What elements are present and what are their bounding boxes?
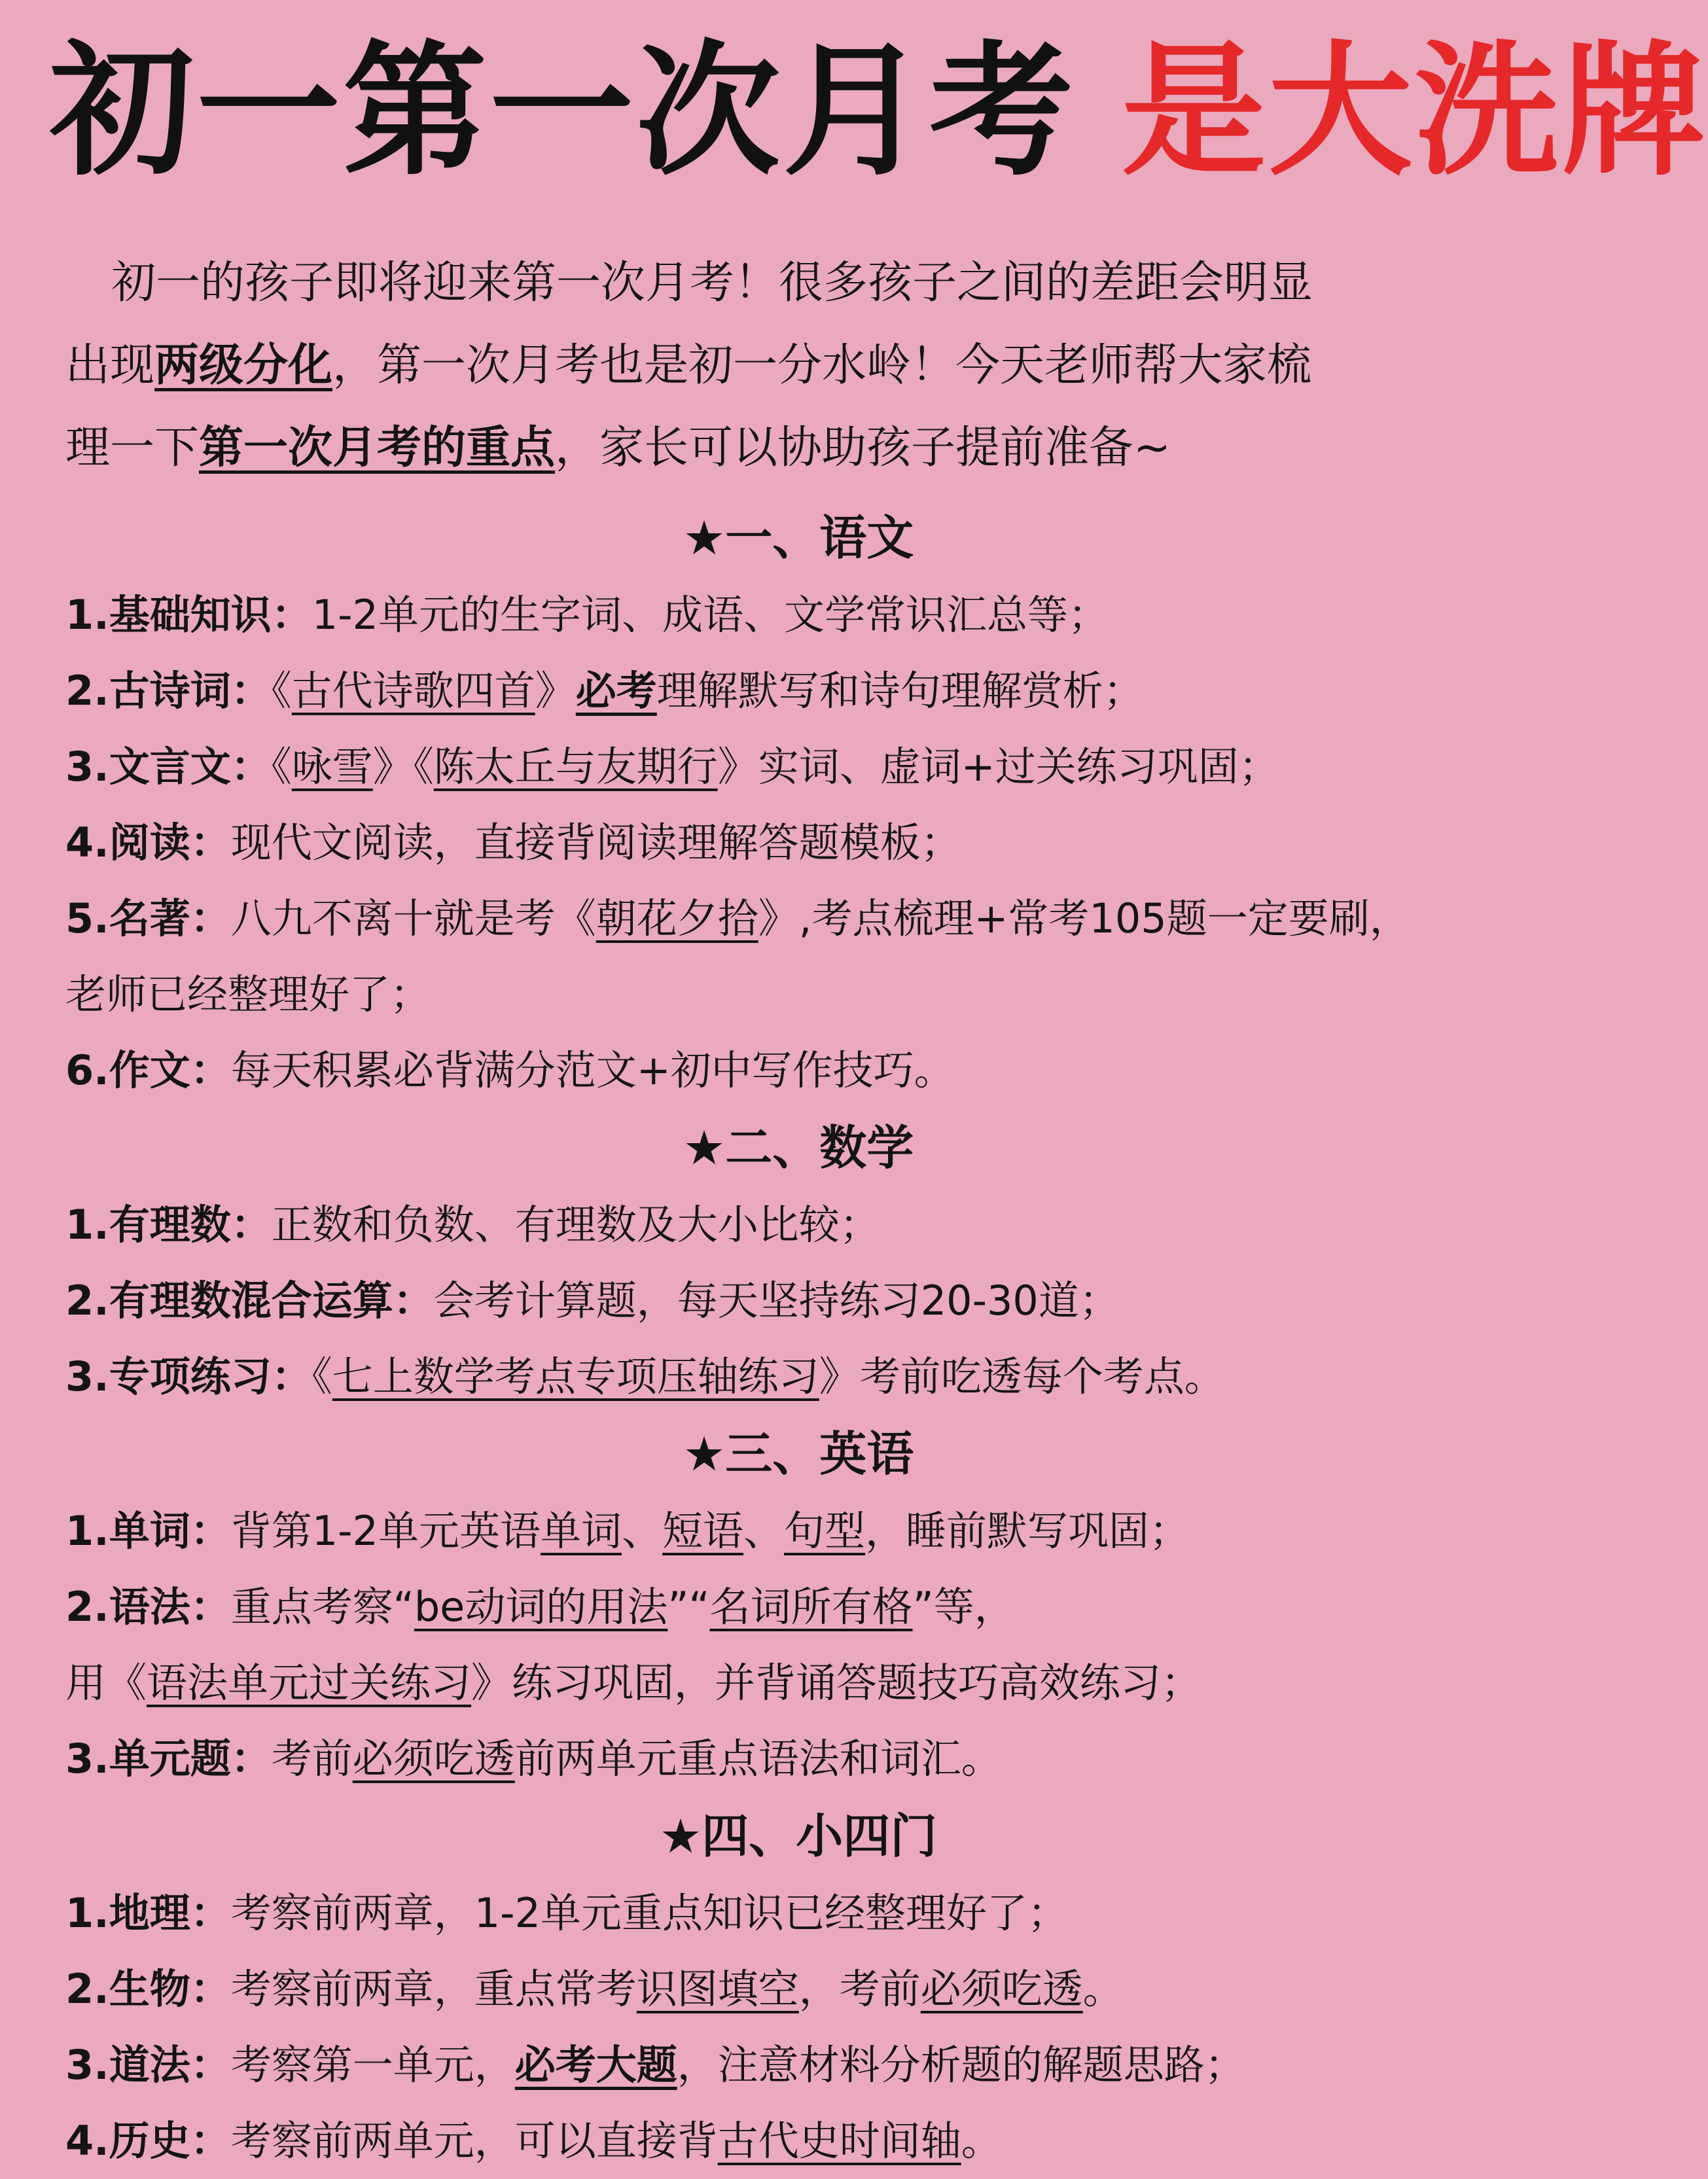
item-text: 考察前两单元，可以直接背 — [230, 2117, 718, 2165]
list-item — [65, 1875, 1584, 1951]
item-text: 考察前两章，重点常考 — [230, 1965, 637, 2013]
item-key: 1.基础知识： — [65, 591, 312, 639]
item-text: 会考计算题，每天坚持练习20-30道； — [433, 1277, 1120, 1324]
title-black-part: 初一第一次月考 — [50, 27, 1076, 195]
list-item — [65, 1263, 1584, 1339]
underlined-text: 短语 — [662, 1507, 744, 1555]
item-text: 用《 — [65, 1659, 147, 1707]
underlined-text: 必须吃透 — [920, 1965, 1083, 2013]
item-text: 《 — [311, 1353, 332, 1400]
item-key: 2.有理数混合运算： — [65, 1277, 434, 1324]
list-item — [65, 2103, 1584, 2179]
item-text: 背第1-2单元英语 — [230, 1507, 541, 1555]
intro-line — [65, 242, 1584, 325]
item-text: 。 — [1082, 1965, 1124, 2013]
item-text: 八九不离十就是考《 — [230, 895, 596, 942]
item-key: 4.阅读： — [65, 819, 231, 866]
list-item — [65, 577, 1584, 653]
item-text: 现代文阅读，直接背阅读理解答题模板； — [230, 819, 961, 866]
underlined-text: 七上数学考点专项压轴练习 — [332, 1353, 819, 1400]
section-heading: ★四、小四门 — [659, 1809, 938, 1864]
item-key: 3.专项练习： — [65, 1353, 312, 1400]
item-key: 5.名著： — [65, 895, 231, 942]
list-item — [65, 1951, 1584, 2027]
intro-paragraph — [65, 242, 1584, 489]
intro-text: 初一的孩子即将迎来第一次月考！很多孩子之间的差距会明显 — [111, 257, 1313, 309]
list-item — [65, 2027, 1584, 2103]
intro-text: 出现 — [65, 340, 155, 391]
item-text: 》 — [535, 667, 576, 715]
item-text: 》实词、虚词+过关练习巩固； — [717, 743, 1279, 790]
item-text: 1-2单元的生字词、成语、文学常识汇总等； — [311, 591, 1109, 639]
list-item — [65, 1569, 1584, 1645]
item-text: 考察前两章，1-2单元重点知识已经整理好了； — [230, 1889, 1068, 1937]
intro-line — [65, 407, 1584, 489]
page-title — [50, 0, 1708, 195]
item-key: 2.生物： — [65, 1965, 231, 2013]
section-math — [65, 1108, 1584, 1415]
emphasis-text: 必考 — [575, 667, 657, 715]
item-key: 3.道法： — [65, 2041, 231, 2089]
item-text: 。 — [961, 2117, 1002, 2165]
item-key: 1.单词： — [65, 1507, 231, 1555]
item-text: 、 — [621, 1507, 662, 1555]
item-text: 每天积累必背满分范文+初中写作技巧。 — [230, 1046, 955, 1094]
list-item-continuation — [65, 1645, 1584, 1721]
emphasis-text: 第一次月考的重点 — [199, 422, 556, 474]
underlined-text: 语法单元过关练习 — [147, 1659, 472, 1707]
item-key: 2.古诗词： — [65, 667, 272, 715]
underlined-text: 识图填空 — [636, 1965, 799, 2013]
item-text: 》练习巩固，并背诵答题技巧高效练习； — [471, 1659, 1202, 1707]
item-key: 6.作文： — [65, 1046, 231, 1094]
section-chinese — [65, 499, 1584, 1108]
item-text: 考前 — [271, 1735, 353, 1782]
item-text: ”等， — [912, 1583, 1015, 1631]
item-key: 4.历史： — [65, 2117, 231, 2165]
underlined-text: 单词 — [540, 1507, 622, 1555]
section-heading: ★一、语文 — [683, 510, 914, 565]
item-key: 2.语法： — [65, 1583, 231, 1631]
section-heading: ★三、英语 — [683, 1426, 914, 1481]
underlined-text: 朝花夕拾 — [596, 895, 758, 942]
item-text: 《 — [271, 667, 292, 715]
underlined-text: 句型 — [784, 1507, 866, 1555]
item-text: ，注意材料分析题的解题思路； — [677, 2041, 1245, 2089]
item-text: 重点考察“ — [230, 1583, 414, 1631]
item-key: 1.有理数： — [65, 1201, 272, 1249]
underlined-text: be动词的用法 — [414, 1583, 668, 1631]
underlined-text: 咏雪 — [291, 743, 373, 790]
intro-line — [65, 325, 1584, 407]
list-item — [65, 1493, 1584, 1569]
item-key: 3.文言文： — [65, 743, 272, 790]
item-text: 》《 — [372, 743, 434, 790]
underlined-text: 必须吃透 — [352, 1735, 515, 1782]
item-key: 3.单元题： — [65, 1735, 272, 1782]
item-text: 、 — [743, 1507, 785, 1555]
list-item — [65, 1033, 1584, 1108]
list-item — [65, 881, 1584, 957]
underlined-text: 古代史时间轴 — [717, 2117, 961, 2165]
section-items — [65, 577, 1584, 1108]
item-text: 前两单元重点语法和词汇。 — [514, 1735, 1002, 1782]
item-text: 老师已经整理好了； — [65, 970, 431, 1018]
item-text: 考察第一单元， — [230, 2041, 515, 2089]
list-item — [65, 1339, 1584, 1415]
list-item — [65, 653, 1584, 729]
list-item — [65, 805, 1584, 881]
title-red-part: 是大洗牌 — [1122, 27, 1708, 195]
item-text: 《 — [271, 743, 292, 790]
item-text: ，考前 — [798, 1965, 921, 2013]
underlined-text: 陈太丘与友期行 — [433, 743, 718, 790]
underlined-text: 古代诗歌四首 — [291, 667, 535, 715]
item-text: 正数和负数、有理数及大小比较； — [271, 1201, 880, 1249]
list-item — [65, 1187, 1584, 1263]
section-minor-subjects — [65, 1797, 1584, 2179]
intro-text: ，家长可以协助孩子提前准备~ — [555, 422, 1171, 474]
underlined-text: 名词所有格 — [709, 1583, 913, 1631]
item-key: 1.地理： — [65, 1889, 231, 1937]
item-text: ”“ — [667, 1583, 710, 1631]
section-items — [65, 1875, 1584, 2179]
list-item-continuation — [65, 957, 1584, 1033]
emphasis-text: 两级分化 — [154, 340, 333, 391]
intro-text: ，第一次月考也是初一分水岭！今天老师帮大家梳 — [332, 340, 1312, 391]
emphasis-text: 必考大题 — [514, 2041, 677, 2089]
section-items — [65, 1187, 1584, 1415]
intro-text: 理一下 — [65, 422, 200, 474]
item-text: 》考前吃透每个考点。 — [819, 1353, 1225, 1400]
item-text: 》,考点梳理+常考105题一定要刷， — [758, 895, 1410, 942]
item-text: ，睡前默写巩固； — [865, 1507, 1190, 1555]
section-heading: ★二、数学 — [683, 1120, 914, 1175]
section-items — [65, 1493, 1584, 1797]
list-item — [65, 729, 1584, 805]
list-item — [65, 1721, 1584, 1797]
section-english — [65, 1415, 1584, 1797]
item-text: 理解默写和诗句理解赏析； — [656, 667, 1144, 715]
